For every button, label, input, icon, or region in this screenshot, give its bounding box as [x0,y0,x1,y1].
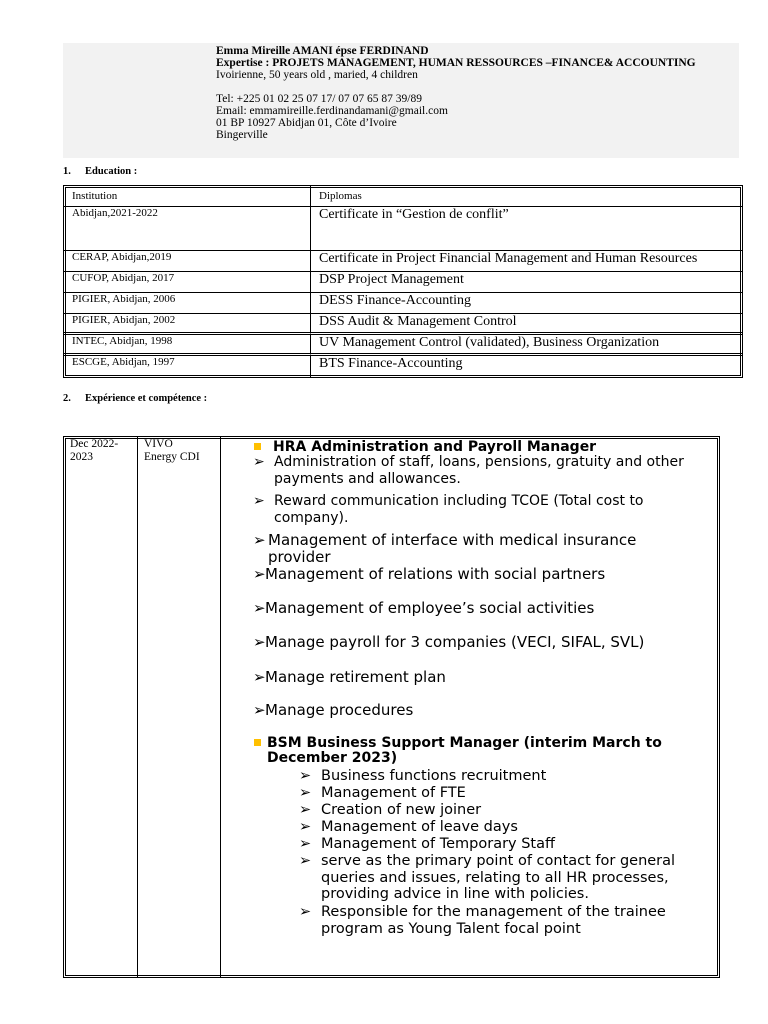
institution-cell: PIGIER, Abidjan, 2006 [64,293,311,314]
list-item: ➢ Management of relations with social partners [253,565,606,583]
list-item: ➢ Manage retirement plan [253,668,446,686]
list-item: ➢ Management of FTE [299,785,466,801]
column-header-institution: Institution [64,186,311,207]
diploma-cell: DESS Finance-Accounting [311,293,742,314]
arrow-bullet-icon: ➢ [299,836,312,852]
section-number: 2. [63,393,71,404]
arrow-bullet-icon: ➢ [253,493,265,509]
arrow-bullet-icon: ➢ [253,454,265,470]
arrow-bullet-icon: ➢ [253,668,266,686]
diploma-cell: Certificate in Project Financial Management and Human Resources [311,251,742,272]
arrow-bullet-icon: ➢ [253,565,266,583]
arrow-bullet-icon: ➢ [299,904,312,920]
diploma-cell: DSS Audit & Management Control [311,314,742,335]
arrow-bullet-icon: ➢ [253,599,266,617]
diploma-cell: Certificate in “Gestion de conflit” [311,207,742,251]
table-row [64,293,742,314]
list-item: ➢ Management of leave days [299,819,518,835]
list-item: ➢ Management of Temporary Staff [299,836,555,852]
square-bullet-icon [254,443,261,450]
table-row [64,356,742,377]
education-heading [63,166,137,177]
arrow-bullet-icon: ➢ [253,701,266,719]
arrow-bullet-icon: ➢ [299,768,312,784]
education-table [63,185,743,378]
institution-cell: ESCGE, Abidjan, 1997 [64,356,311,377]
role-title: HRA Administration and Payroll Manager [254,439,596,456]
arrow-bullet-icon: ➢ [299,785,312,801]
experience-table [63,436,720,978]
period-cell: Dec 2022- 2023 [64,437,138,977]
address: 01 BP 10927 Abidjan 01, Côte d’Ivoire [216,117,397,129]
table-row [64,251,742,272]
diploma-cell: UV Management Control (validated), Business Organization [311,335,742,356]
square-bullet-icon [254,739,261,746]
list-item: ➢ Manage payroll for 3 companies (VECI, SIFAL, SVL) [253,633,645,651]
arrow-bullet-icon: ➢ [253,633,266,651]
section-title: Expérience et compétence : [85,393,208,404]
phone: Tel: +225 01 02 25 07 17/ 07 07 65 87 39/89 [216,93,422,105]
institution-cell: CUFOP, Abidjan, 2017 [64,272,311,293]
institution-cell: INTEC, Abidjan, 1998 [64,335,311,356]
expertise-line: Expertise : PROJETS MANAGEMENT, HUMAN RESSOURCES –FINANCE& ACCOUNTING [216,57,696,69]
arrow-bullet-icon: ➢ [299,802,312,818]
section-number: 1. [63,166,71,177]
list-item: ➢ Responsible for the management of the trainee program as Young Talent focal point [299,904,666,937]
diploma-cell: DSP Project Management [311,272,742,293]
column-header-diplomas: Diplomas [311,186,742,207]
arrow-bullet-icon: ➢ [253,531,266,549]
list-item: ➢ Administration of staff, loans, pensions, gratuity and other payments and allowances. [253,454,684,487]
arrow-bullet-icon: ➢ [299,819,312,835]
table-row [64,335,742,356]
arrow-bullet-icon: ➢ [299,853,312,869]
list-item: ➢ serve as the primary point of contact for general queries and issues, relating to all HR processes, providing advice in line with policies. [299,853,676,902]
table-row [64,207,742,251]
list-item: ➢ Business functions recruitment [299,768,547,784]
candidate-name: Emma Mireille AMANI épse FERDINAND [216,45,429,57]
section-title: Education : [85,166,138,177]
personal-info: Ivoirienne, 50 years old , maried, 4 children [216,69,418,81]
city: Bingerville [216,129,268,141]
table-header-row [64,186,742,207]
list-item: ➢ Manage procedures [253,701,414,719]
role-title: BSM Business Support Manager (interim March to December 2023) [254,736,707,766]
email: Email: emmamireille.ferdinandamani@gmail.com [216,105,448,117]
experience-heading [63,393,207,404]
cv-header [63,43,739,158]
list-item: ➢ Creation of new joiner [299,802,482,818]
institution-cell: CERAP, Abidjan,2019 [64,251,311,272]
list-item: ➢ Reward communication including TCOE (Total cost to company). [253,493,644,526]
list-item: ➢ Management of employee’s social activities [253,599,595,617]
institution-cell: Abidjan,2021-2022 [64,207,311,251]
institution-cell: PIGIER, Abidjan, 2002 [64,314,311,335]
table-row [64,314,742,335]
diploma-cell: BTS Finance-Accounting [319,356,463,371]
company-cell: VIVO Energy CDI [138,437,221,977]
table-row [64,272,742,293]
duties-cell [221,437,717,977]
list-item: ➢ Management of interface with medical insurance provider [253,531,637,566]
